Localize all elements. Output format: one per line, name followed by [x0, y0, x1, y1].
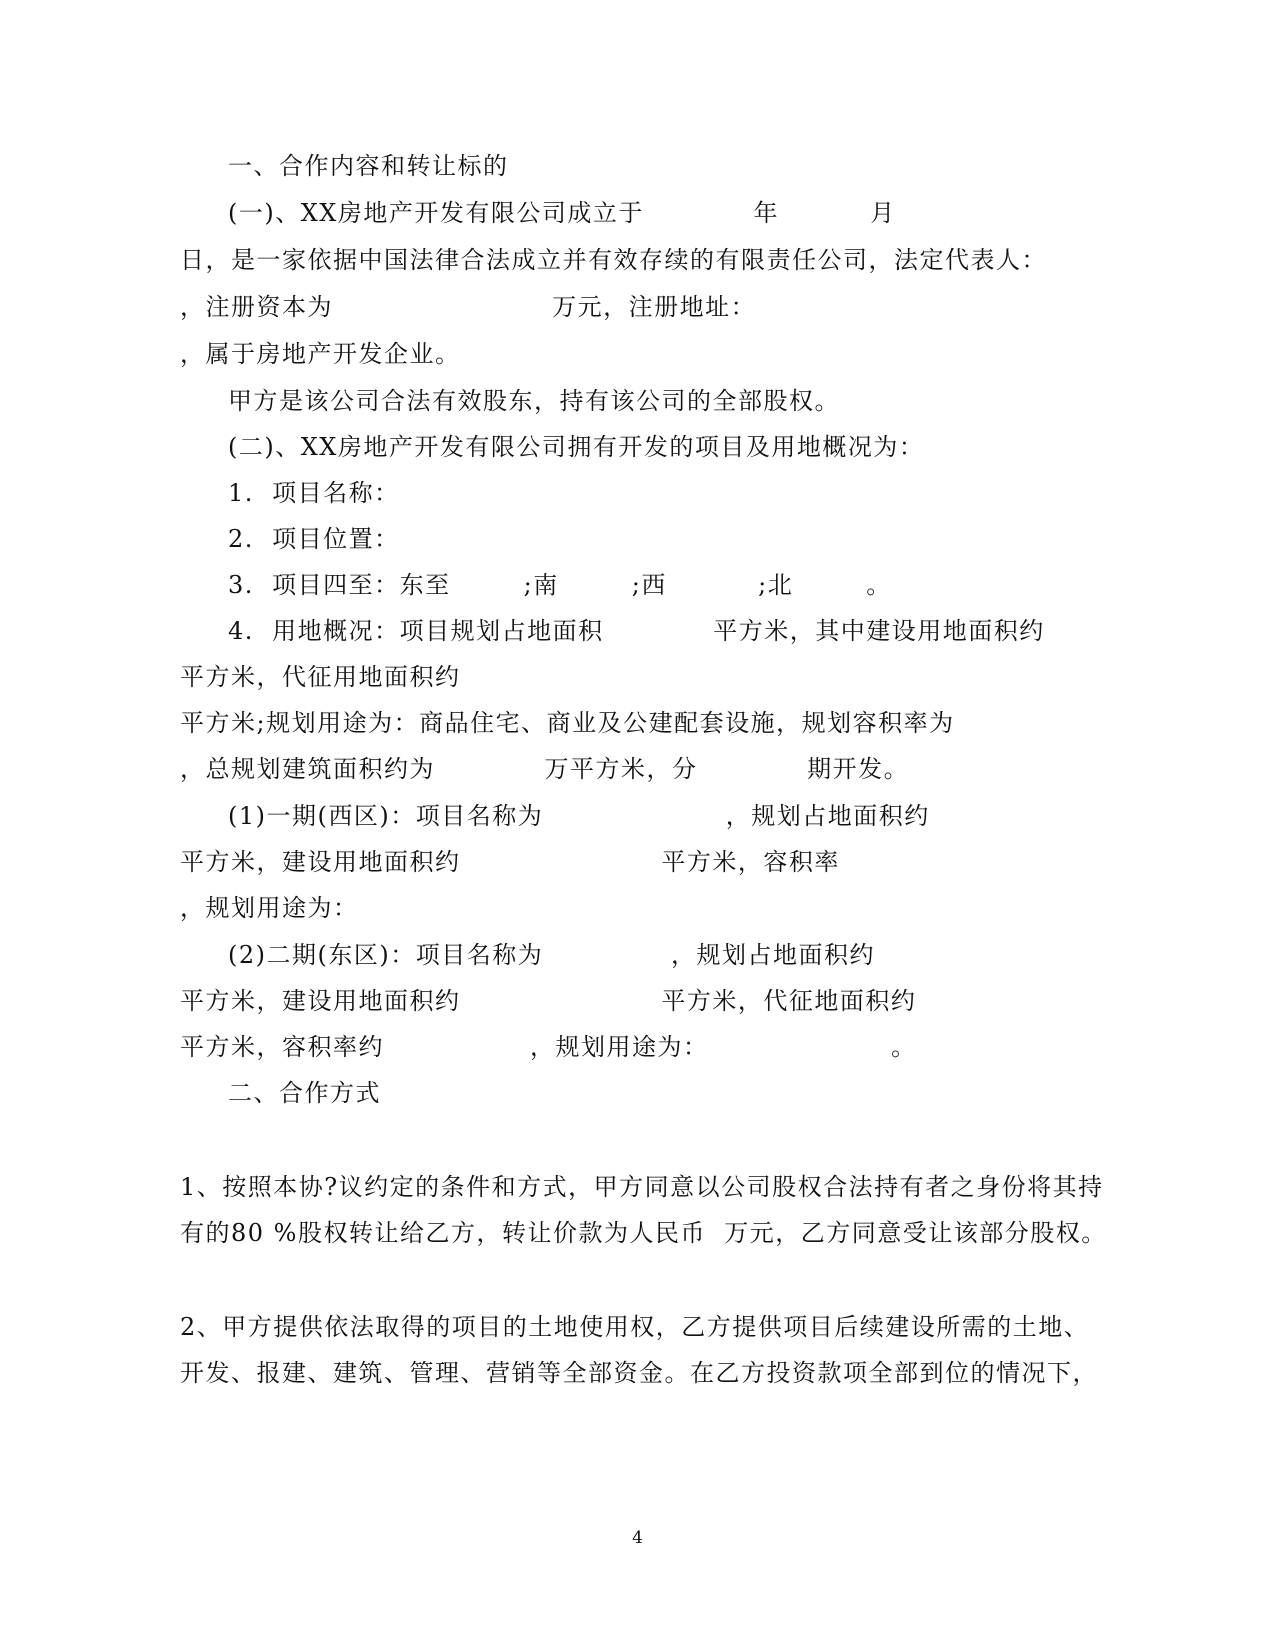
page-number: 4 — [632, 1528, 643, 1548]
paragraph-line: (1)一期(西区)：项目名称为 ，规划占地面积约 — [228, 802, 930, 830]
list-item: 1. 项目名称： — [228, 479, 400, 507]
paragraph-line: 2、甲方提供依法取得的项目的土地使用权，乙方提供项目后续建设所需的土地、 — [180, 1313, 1090, 1341]
paragraph-line: 平方米;规划用途为：商品住宅、商业及公建配套设施，规划容积率为 — [180, 709, 955, 737]
paragraph-line: ，总规划建筑面积约为 万平方米，分 期开发。 — [180, 755, 910, 783]
paragraph-line: 平方米，建设用地面积约 平方米，代征地面积约 — [180, 987, 917, 1015]
paragraph-line: 甲方是该公司合法有效股东，持有该公司的全部股权。 — [228, 387, 840, 415]
list-item: 2. 项目位置： — [228, 525, 400, 553]
paragraph-line: 1、按照本协?议约定的条件和方式，甲方同意以公司股权合法持有者之身份将其持 — [180, 1173, 1104, 1201]
paragraph-line: 开发、报建、建筑、管理、营销等全部资金。在乙方投资款项全部到位的情况下， — [180, 1359, 1098, 1387]
paragraph-line: (一)、XX房地产开发有限公司成立于 年 月 — [228, 199, 896, 227]
paragraph-line: ，属于房地产开发企业。 — [180, 340, 461, 368]
list-item: 3. 项目四至：东至 ;南 ;西 ;北 。 — [228, 571, 892, 599]
paragraph-line: ，注册资本为 万元，注册地址： — [180, 293, 757, 321]
paragraph-line: 有的80 %股权转让给乙方，转让价款为人民币 万元，乙方同意受让该部分股权。 — [180, 1219, 1107, 1247]
paragraph-line: 平方米，代征用地面积约 — [180, 663, 461, 691]
paragraph-line: (2)二期(东区)：项目名称为 ，规划占地面积约 — [228, 941, 876, 969]
heading-section-1: 一、合作内容和转让标的 — [228, 152, 509, 180]
paragraph-line: ，规划用途为： — [180, 894, 359, 922]
heading-section-2: 二、合作方式 — [228, 1079, 381, 1107]
list-item: 4. 用地概况：项目规划占地面积 平方米，其中建设用地面积约 — [228, 617, 1045, 645]
paragraph-line: 平方米，建设用地面积约 平方米，容积率 — [180, 848, 840, 876]
paragraph-line: 日，是一家依据中国法律合法成立并有效存续的有限责任公司，法定代表人： — [180, 246, 1047, 274]
paragraph-line: (二)、XX房地产开发有限公司拥有开发的项目及用地概况为： — [228, 433, 925, 461]
paragraph-line: 平方米，容积率约 ，规划用途为： 。 — [180, 1033, 917, 1061]
